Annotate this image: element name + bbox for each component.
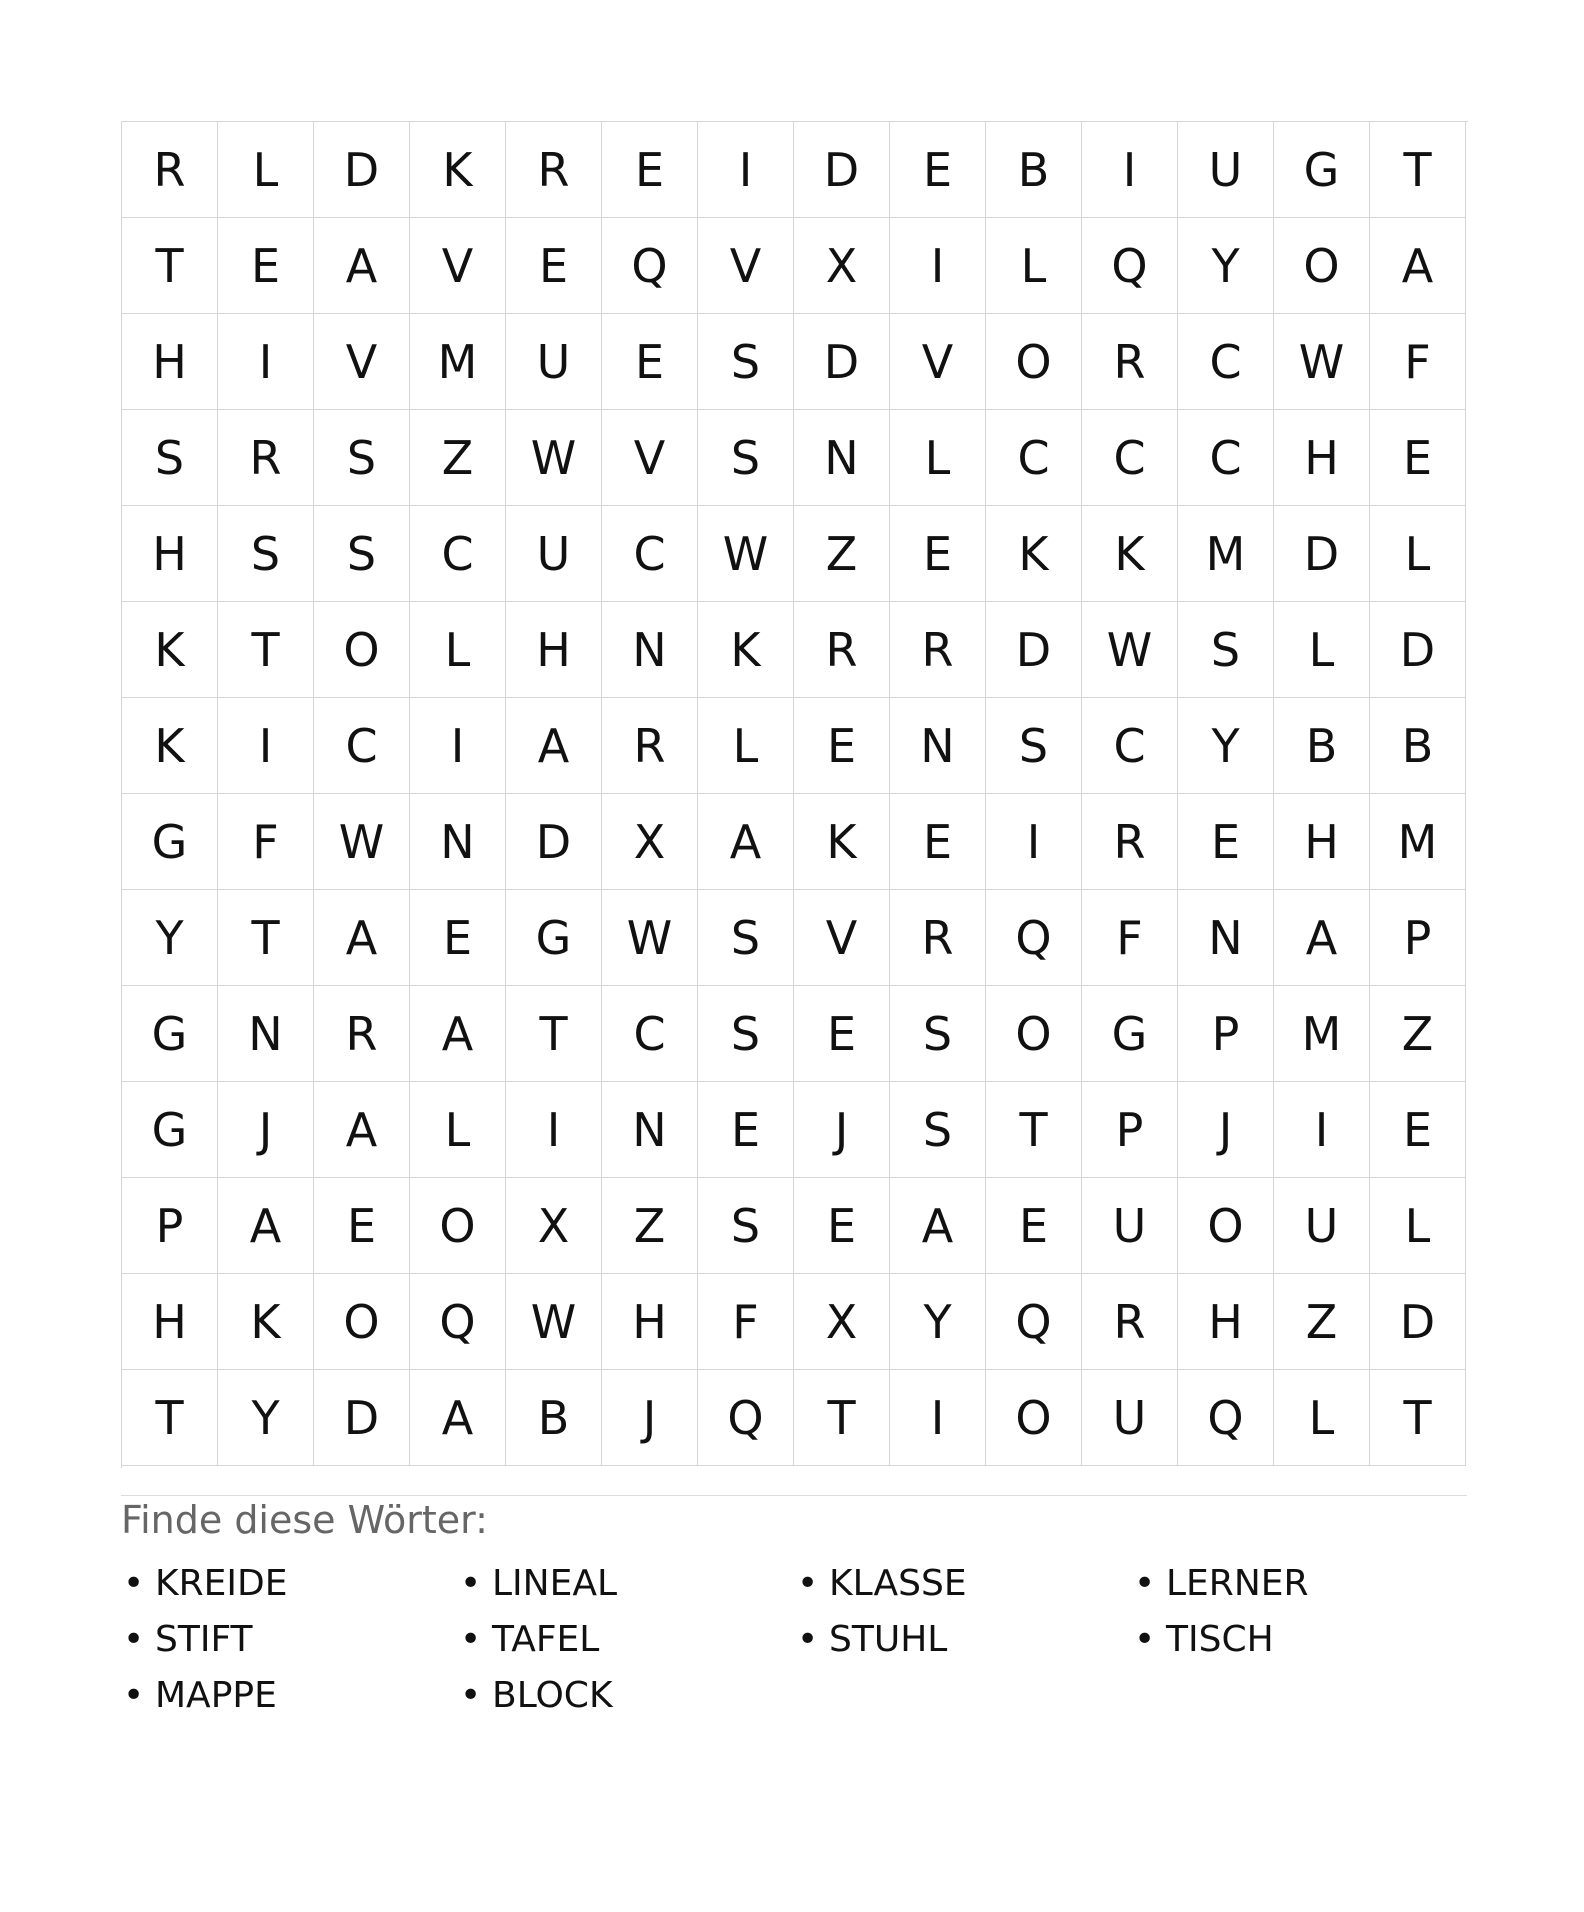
- grid-cell[interactable]: S: [890, 1082, 986, 1178]
- grid-cell[interactable]: S: [314, 410, 410, 506]
- grid-cell[interactable]: X: [794, 218, 890, 314]
- grid-cell[interactable]: L: [890, 410, 986, 506]
- grid-cell[interactable]: T: [122, 218, 218, 314]
- grid-cell[interactable]: K: [986, 506, 1082, 602]
- grid-cell[interactable]: H: [602, 1274, 698, 1370]
- grid-cell[interactable]: C: [1082, 698, 1178, 794]
- grid-cell[interactable]: X: [506, 1178, 602, 1274]
- bullet-icon: •: [460, 1675, 482, 1716]
- grid-cell[interactable]: L: [1370, 1178, 1466, 1274]
- grid-cell[interactable]: N: [794, 410, 890, 506]
- grid-cell[interactable]: E: [314, 1178, 410, 1274]
- word-list-item: [795, 1556, 1132, 1612]
- grid-cell[interactable]: I: [986, 794, 1082, 890]
- grid-cell[interactable]: Q: [986, 890, 1082, 986]
- grid-cell[interactable]: G: [1082, 986, 1178, 1082]
- grid-cell[interactable]: D: [1274, 506, 1370, 602]
- grid-cell[interactable]: E: [410, 890, 506, 986]
- grid-cell[interactable]: D: [314, 122, 410, 218]
- grid-cell[interactable]: A: [314, 1082, 410, 1178]
- grid-cell[interactable]: W: [698, 506, 794, 602]
- word-list-item: [121, 1556, 458, 1612]
- grid-cell[interactable]: Y: [1178, 698, 1274, 794]
- grid-cell[interactable]: T: [218, 890, 314, 986]
- word-list-item: [1132, 1556, 1469, 1612]
- grid-cell[interactable]: I: [890, 1370, 986, 1466]
- grid-cell[interactable]: D: [1370, 1274, 1466, 1370]
- grid-cell[interactable]: S: [698, 1178, 794, 1274]
- grid-cell[interactable]: U: [1082, 1370, 1178, 1466]
- grid-cell[interactable]: C: [1178, 314, 1274, 410]
- grid-cell[interactable]: L: [986, 218, 1082, 314]
- grid-cell[interactable]: K: [122, 698, 218, 794]
- grid-cell[interactable]: O: [986, 986, 1082, 1082]
- grid-cell[interactable]: Q: [1178, 1370, 1274, 1466]
- grid-cell[interactable]: H: [122, 1274, 218, 1370]
- grid-cell[interactable]: T: [506, 986, 602, 1082]
- grid-cell[interactable]: F: [1370, 314, 1466, 410]
- grid-cell[interactable]: W: [506, 1274, 602, 1370]
- word-list-item: [795, 1612, 1132, 1668]
- grid-cell[interactable]: Y: [1178, 218, 1274, 314]
- grid-cell[interactable]: H: [506, 602, 602, 698]
- grid-cell[interactable]: R: [314, 986, 410, 1082]
- grid-cell[interactable]: S: [122, 410, 218, 506]
- word-list-item: [121, 1668, 458, 1724]
- grid-cell[interactable]: E: [986, 1178, 1082, 1274]
- bullet-icon: •: [460, 1563, 482, 1604]
- grid-cell[interactable]: U: [1082, 1178, 1178, 1274]
- word-list-item: [121, 1612, 458, 1668]
- grid-cell[interactable]: H: [1274, 794, 1370, 890]
- grid-cell[interactable]: B: [1370, 698, 1466, 794]
- grid-cell[interactable]: S: [698, 986, 794, 1082]
- grid-cell[interactable]: A: [410, 986, 506, 1082]
- grid-cell[interactable]: N: [410, 794, 506, 890]
- grid-cell[interactable]: A: [410, 1370, 506, 1466]
- grid-cell[interactable]: K: [122, 602, 218, 698]
- grid-cell[interactable]: C: [410, 506, 506, 602]
- grid-cell[interactable]: U: [506, 314, 602, 410]
- grid-cell[interactable]: C: [602, 986, 698, 1082]
- grid-cell[interactable]: S: [698, 314, 794, 410]
- grid-cell[interactable]: I: [1274, 1082, 1370, 1178]
- grid-cell[interactable]: D: [506, 794, 602, 890]
- grid-cell[interactable]: L: [410, 1082, 506, 1178]
- grid-cell[interactable]: T: [1370, 1370, 1466, 1466]
- grid-cell[interactable]: E: [1370, 1082, 1466, 1178]
- grid-cell[interactable]: Z: [410, 410, 506, 506]
- grid-cell[interactable]: E: [1178, 794, 1274, 890]
- grid-cell[interactable]: B: [1274, 698, 1370, 794]
- grid-cell[interactable]: J: [218, 1082, 314, 1178]
- grid-cell[interactable]: E: [506, 218, 602, 314]
- grid-cell[interactable]: M: [1274, 986, 1370, 1082]
- grid-cell[interactable]: T: [1370, 122, 1466, 218]
- grid-cell[interactable]: O: [410, 1178, 506, 1274]
- grid-cell[interactable]: M: [1370, 794, 1466, 890]
- grid-cell[interactable]: E: [218, 218, 314, 314]
- grid-cell[interactable]: G: [506, 890, 602, 986]
- grid-cell[interactable]: W: [506, 410, 602, 506]
- grid-cell[interactable]: S: [1178, 602, 1274, 698]
- grid-cell[interactable]: C: [986, 410, 1082, 506]
- grid-cell[interactable]: V: [314, 314, 410, 410]
- grid-cell[interactable]: T: [122, 1370, 218, 1466]
- grid-cell[interactable]: J: [1178, 1082, 1274, 1178]
- grid-cell[interactable]: W: [602, 890, 698, 986]
- grid-cell[interactable]: O: [986, 1370, 1082, 1466]
- grid-cell[interactable]: R: [794, 602, 890, 698]
- grid-cell[interactable]: U: [506, 506, 602, 602]
- grid-cell[interactable]: H: [122, 506, 218, 602]
- grid-cell[interactable]: A: [314, 890, 410, 986]
- grid-cell[interactable]: V: [410, 218, 506, 314]
- grid-cell[interactable]: V: [698, 218, 794, 314]
- grid-cell[interactable]: Q: [698, 1370, 794, 1466]
- grid-cell[interactable]: B: [986, 122, 1082, 218]
- grid-cell[interactable]: W: [314, 794, 410, 890]
- grid-cell[interactable]: L: [218, 122, 314, 218]
- grid-cell[interactable]: E: [794, 1178, 890, 1274]
- grid-cell[interactable]: A: [314, 218, 410, 314]
- word-search-grid: [121, 121, 1468, 1468]
- grid-cell[interactable]: N: [602, 1082, 698, 1178]
- bullet-icon: •: [123, 1675, 145, 1716]
- grid-cell[interactable]: R: [122, 122, 218, 218]
- grid-cell[interactable]: W: [1082, 602, 1178, 698]
- grid-cell[interactable]: F: [1082, 890, 1178, 986]
- grid-cell[interactable]: D: [314, 1370, 410, 1466]
- grid-cell[interactable]: F: [698, 1274, 794, 1370]
- grid-cell[interactable]: C: [1082, 410, 1178, 506]
- grid-cell[interactable]: R: [1082, 794, 1178, 890]
- grid-cell[interactable]: X: [794, 1274, 890, 1370]
- grid-cell[interactable]: Z: [1274, 1274, 1370, 1370]
- grid-cell[interactable]: U: [1274, 1178, 1370, 1274]
- grid-cell[interactable]: O: [314, 1274, 410, 1370]
- grid-cell[interactable]: H: [1178, 1274, 1274, 1370]
- word-label: KLASSE: [829, 1563, 967, 1604]
- grid-cell[interactable]: Y: [218, 1370, 314, 1466]
- grid-cell[interactable]: A: [698, 794, 794, 890]
- bullet-icon: •: [1134, 1619, 1156, 1660]
- grid-cell[interactable]: K: [1082, 506, 1178, 602]
- grid-cell[interactable]: E: [890, 122, 986, 218]
- word-list-item: [458, 1612, 795, 1668]
- grid-cell[interactable]: D: [1370, 602, 1466, 698]
- grid-cell[interactable]: N: [218, 986, 314, 1082]
- grid-cell[interactable]: I: [698, 122, 794, 218]
- grid-cell[interactable]: N: [890, 698, 986, 794]
- grid-cell[interactable]: P: [1178, 986, 1274, 1082]
- grid-cell[interactable]: I: [506, 1082, 602, 1178]
- grid-cell[interactable]: M: [410, 314, 506, 410]
- grid-cell[interactable]: H: [1274, 410, 1370, 506]
- grid-cell[interactable]: Y: [890, 1274, 986, 1370]
- word-list: [121, 1556, 1467, 1724]
- grid-cell[interactable]: P: [122, 1178, 218, 1274]
- grid-cell[interactable]: M: [1178, 506, 1274, 602]
- grid-cell[interactable]: Q: [1082, 218, 1178, 314]
- grid-cell[interactable]: V: [890, 314, 986, 410]
- grid-cell[interactable]: E: [890, 506, 986, 602]
- grid-cell[interactable]: C: [602, 506, 698, 602]
- grid-cell[interactable]: A: [1370, 218, 1466, 314]
- grid-cell[interactable]: G: [122, 1082, 218, 1178]
- grid-cell[interactable]: I: [410, 698, 506, 794]
- grid-cell[interactable]: X: [602, 794, 698, 890]
- grid-cell[interactable]: K: [410, 122, 506, 218]
- grid-cell[interactable]: A: [506, 698, 602, 794]
- grid-cell[interactable]: P: [1370, 890, 1466, 986]
- grid-cell[interactable]: R: [1082, 1274, 1178, 1370]
- grid-cell[interactable]: Q: [410, 1274, 506, 1370]
- grid-cell[interactable]: J: [602, 1370, 698, 1466]
- grid-cell[interactable]: V: [794, 890, 890, 986]
- grid-cell[interactable]: E: [698, 1082, 794, 1178]
- grid-cell[interactable]: C: [314, 698, 410, 794]
- grid-cell[interactable]: F: [218, 794, 314, 890]
- grid-cell[interactable]: U: [1178, 122, 1274, 218]
- bullet-icon: •: [797, 1619, 819, 1660]
- word-label: KREIDE: [155, 1563, 288, 1604]
- grid-cell[interactable]: L: [410, 602, 506, 698]
- grid-cell[interactable]: S: [314, 506, 410, 602]
- grid-cell[interactable]: Z: [1370, 986, 1466, 1082]
- grid-cell[interactable]: G: [1274, 122, 1370, 218]
- bullet-icon: •: [123, 1619, 145, 1660]
- grid-cell[interactable]: E: [602, 122, 698, 218]
- grid-cell[interactable]: I: [890, 218, 986, 314]
- divider: [121, 1495, 1467, 1496]
- grid-cell[interactable]: I: [218, 698, 314, 794]
- grid-cell[interactable]: J: [794, 1082, 890, 1178]
- grid-cell[interactable]: K: [794, 794, 890, 890]
- grid-cell[interactable]: O: [314, 602, 410, 698]
- grid-cell[interactable]: I: [1082, 122, 1178, 218]
- word-list-item: [1132, 1612, 1469, 1668]
- grid-cell[interactable]: L: [1274, 602, 1370, 698]
- word-list-item: [458, 1668, 795, 1724]
- word-label: LERNER: [1166, 1563, 1309, 1604]
- grid-cell[interactable]: E: [1370, 410, 1466, 506]
- grid-cell[interactable]: S: [890, 986, 986, 1082]
- grid-cell[interactable]: A: [218, 1178, 314, 1274]
- word-list-heading: Finde diese Wörter:: [121, 1498, 488, 1542]
- word-label: TAFEL: [492, 1619, 600, 1660]
- word-label: STIFT: [155, 1619, 253, 1660]
- grid-cell[interactable]: O: [986, 314, 1082, 410]
- grid-cell[interactable]: R: [890, 890, 986, 986]
- grid-cell[interactable]: D: [794, 314, 890, 410]
- grid-cell[interactable]: A: [890, 1178, 986, 1274]
- grid-cell[interactable]: T: [218, 602, 314, 698]
- grid-cell[interactable]: N: [602, 602, 698, 698]
- word-list-item: [458, 1556, 795, 1612]
- bullet-icon: •: [123, 1563, 145, 1604]
- grid-cell[interactable]: P: [1082, 1082, 1178, 1178]
- grid-cell[interactable]: V: [602, 410, 698, 506]
- grid-cell[interactable]: H: [122, 314, 218, 410]
- word-label: BLOCK: [492, 1675, 613, 1716]
- grid-cell[interactable]: R: [218, 410, 314, 506]
- word-label: MAPPE: [155, 1675, 277, 1716]
- bullet-icon: •: [460, 1619, 482, 1660]
- grid-cell[interactable]: L: [698, 698, 794, 794]
- grid-cell[interactable]: R: [602, 698, 698, 794]
- word-label: STUHL: [829, 1619, 948, 1660]
- grid-cell[interactable]: L: [1370, 506, 1466, 602]
- grid-cell[interactable]: Z: [602, 1178, 698, 1274]
- grid-cell[interactable]: A: [1274, 890, 1370, 986]
- grid-cell[interactable]: D: [986, 602, 1082, 698]
- grid-cell[interactable]: Q: [602, 218, 698, 314]
- grid-cell[interactable]: O: [1178, 1178, 1274, 1274]
- grid-cell[interactable]: C: [1178, 410, 1274, 506]
- grid-cell[interactable]: G: [122, 986, 218, 1082]
- grid-cell[interactable]: Q: [986, 1274, 1082, 1370]
- grid-cell[interactable]: S: [986, 698, 1082, 794]
- grid-cell[interactable]: O: [1274, 218, 1370, 314]
- grid-cell[interactable]: R: [890, 602, 986, 698]
- word-label: LINEAL: [492, 1563, 618, 1604]
- grid-cell[interactable]: L: [1274, 1370, 1370, 1466]
- grid-cell[interactable]: E: [602, 314, 698, 410]
- grid-cell[interactable]: S: [698, 890, 794, 986]
- grid-cell[interactable]: E: [794, 698, 890, 794]
- grid-cell[interactable]: N: [1178, 890, 1274, 986]
- grid-cell[interactable]: Z: [794, 506, 890, 602]
- grid-cell[interactable]: S: [218, 506, 314, 602]
- grid-cell[interactable]: R: [1082, 314, 1178, 410]
- grid-cell[interactable]: E: [794, 986, 890, 1082]
- grid-cell[interactable]: R: [506, 122, 602, 218]
- grid-cell[interactable]: B: [506, 1370, 602, 1466]
- grid-cell[interactable]: T: [794, 1370, 890, 1466]
- grid-cell[interactable]: K: [218, 1274, 314, 1370]
- grid-cell[interactable]: K: [698, 602, 794, 698]
- bullet-icon: •: [797, 1563, 819, 1604]
- grid-cell[interactable]: G: [122, 794, 218, 890]
- bullet-icon: •: [1134, 1563, 1156, 1604]
- grid-cell[interactable]: S: [698, 410, 794, 506]
- grid-cell[interactable]: E: [890, 794, 986, 890]
- grid-cell[interactable]: D: [794, 122, 890, 218]
- word-label: TISCH: [1166, 1619, 1274, 1660]
- grid-cell[interactable]: I: [218, 314, 314, 410]
- grid-cell[interactable]: W: [1274, 314, 1370, 410]
- grid-cell[interactable]: Y: [122, 890, 218, 986]
- grid-cell[interactable]: T: [986, 1082, 1082, 1178]
